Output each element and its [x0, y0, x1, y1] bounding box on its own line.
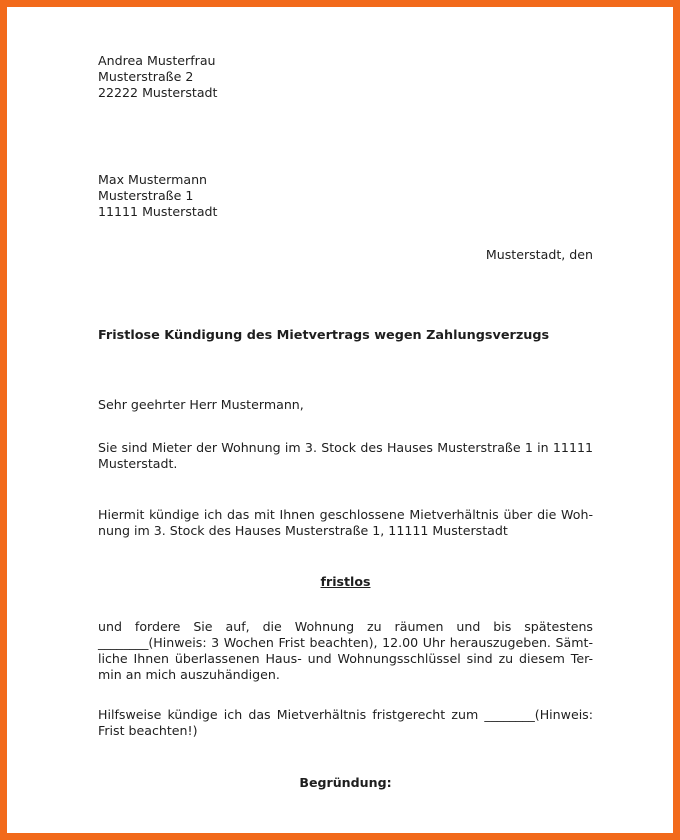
place-date-text: Musterstadt, den: [485, 247, 593, 262]
salutation: [98, 397, 593, 413]
sender-address: [98, 53, 593, 101]
paragraph-line: liche Ihnen überlassenen Haus- und Wohnungsschlüssel sind zu diesem Ter-: [98, 651, 593, 666]
recipient-name: Max Mustermann: [98, 172, 208, 187]
subject-line: [98, 328, 593, 344]
paragraph-termination: [98, 507, 593, 539]
paragraph-line: ________(Hinweis: 3 Wochen Frist beachten), 12.00 Uhr herauszugeben. Sämt-: [98, 635, 593, 650]
reason-heading-text: Begründung:: [299, 775, 392, 790]
paragraph-eviction: [98, 619, 593, 683]
emphasis-line: [98, 574, 593, 590]
paragraph-line: nung im 3. Stock des Hauses Musterstraße 1, 11111 Musterstadt: [98, 523, 508, 538]
recipient-street: Musterstraße 1: [98, 188, 194, 203]
paragraph-line: und fordere Sie auf, die Wohnung zu räumen und bis spätestens: [98, 619, 593, 634]
paragraph-tenant: [98, 440, 593, 472]
paragraph-line: Sie sind Mieter der Wohnung im 3. Stock des Hauses Musterstraße 1 in 11111: [98, 440, 593, 455]
paragraph-line: min an mich auszuhändigen.: [98, 667, 280, 682]
sender-street: Musterstraße 2: [98, 69, 194, 84]
paragraph-line: Hilfsweise kündige ich das Mietverhältnis fristgerecht zum ________(Hinweis:: [98, 707, 593, 722]
paragraph-alternative: [98, 707, 593, 739]
emphasis-fristlos: fristlos: [320, 574, 371, 589]
salutation-text: Sehr geehrter Herr Mustermann,: [98, 397, 304, 412]
paragraph-line: Musterstadt.: [98, 456, 178, 471]
paragraph-line: Hiermit kündige ich das mit Ihnen geschlossene Mietverhältnis über die Woh-: [98, 507, 593, 522]
recipient-address: [98, 172, 593, 220]
sender-name: Andrea Musterfrau: [98, 53, 216, 68]
sender-city: 22222 Musterstadt: [98, 85, 218, 100]
paragraph-line: Frist beachten!): [98, 723, 198, 738]
letter-page: [7, 7, 673, 833]
reason-heading: [98, 775, 593, 791]
subject-text: Fristlose Kündigung des Mietvertrags wegen Zahlungsverzugs: [98, 328, 550, 343]
place-date: [98, 247, 593, 263]
recipient-city: 11111 Musterstadt: [98, 204, 218, 219]
